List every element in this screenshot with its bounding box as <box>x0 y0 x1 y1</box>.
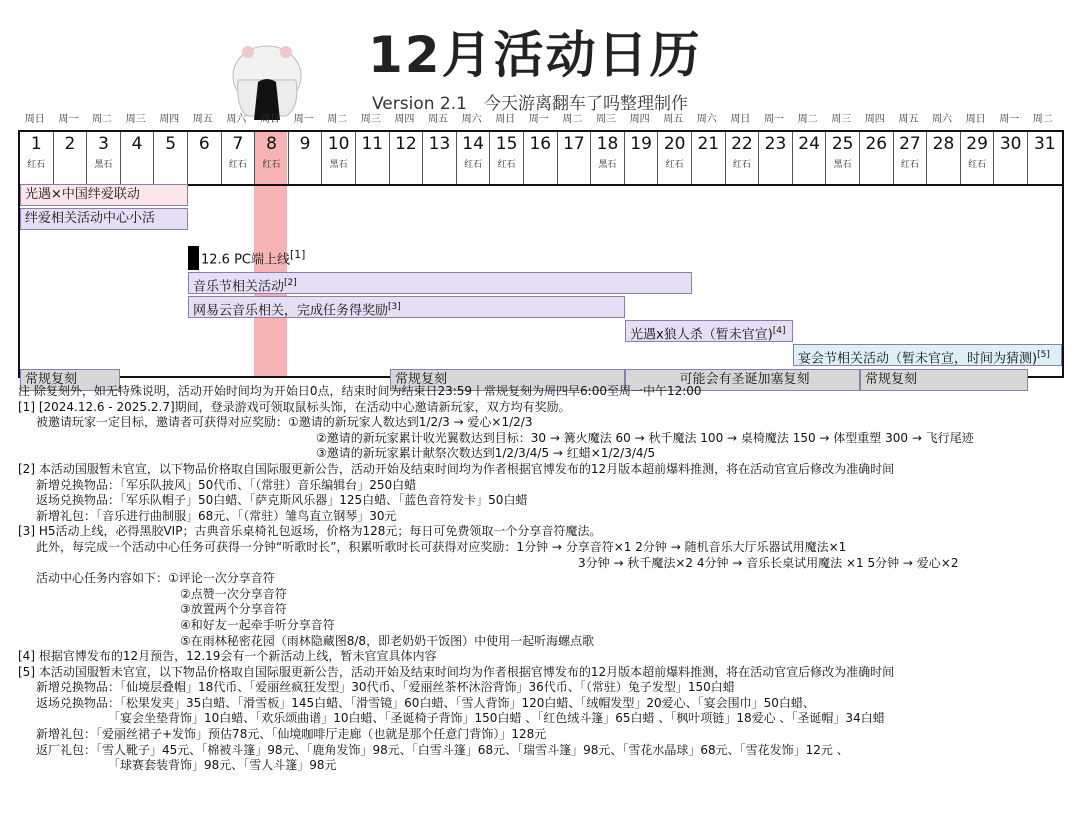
weekday-label: 周五 <box>663 114 684 125</box>
weekday-label: 周六 <box>931 114 952 125</box>
day-number: 31 <box>1033 134 1056 154</box>
day-cell <box>994 132 1028 184</box>
candle-tag: 红石 <box>900 160 919 170</box>
day-cell <box>222 132 256 184</box>
note-line: 「宴会坐垫背饰」10白蜡、「欢乐颂曲谱」10白蜡、「圣诞椅子背饰」150白蜡 、「红色绒斗篷」65白蜡 、「枫叶项链」18爱心 、「圣诞帽」34白蜡 <box>108 711 885 726</box>
weekday-label: 周六 <box>226 114 247 125</box>
day-cell <box>558 132 592 184</box>
day-cell <box>490 132 524 184</box>
day-number: 15 <box>495 134 518 154</box>
event-label: 光遇×中国绊爱联动 <box>25 187 140 202</box>
day-number: 16 <box>529 134 552 154</box>
note-line: [3] H5活动上线，必得黑胶VIP；古典音乐桌椅礼包返场，价格为128元；每日可免费领取一个分享音符魔法。 <box>18 524 602 539</box>
footnote-ref: [3] <box>388 302 401 312</box>
day-cell <box>289 132 323 184</box>
day-cell <box>188 132 222 184</box>
note-line: ④和好友一起牵手听分享音符 <box>180 617 335 632</box>
weekday-label: 周日 <box>24 114 45 125</box>
weekday-label: 周三 <box>595 114 616 125</box>
weekday-label: 周三 <box>360 114 381 125</box>
weekday-label: 周一 <box>58 114 79 125</box>
weekday-label: 周六 <box>461 114 482 125</box>
footnote-ref: [4] <box>772 326 786 336</box>
day-cell <box>860 132 894 184</box>
candle-tag: 红石 <box>228 160 247 170</box>
event-marker <box>188 246 199 270</box>
candle-tag: 红石 <box>665 160 684 170</box>
candle-tag: 红石 <box>968 160 987 170</box>
day-number: 5 <box>165 134 177 154</box>
day-cell <box>658 132 692 184</box>
weekday-label: 周二 <box>327 114 348 125</box>
note-line: [1] [2024.12.6 - 2025.2.7]期间，登录游戏可领取鼠标头饰，在活动中心邀请新玩家，双方均有奖励。 <box>18 399 571 414</box>
note-line: 3分钟 → 秋千魔法×2 4分钟 → 音乐长桌试用魔法 ×1 5分钟 → 爱心×2 <box>578 555 959 570</box>
candle-tag: 黑石 <box>833 160 852 170</box>
weekday-label: 周日 <box>730 114 751 125</box>
day-cell <box>423 132 457 184</box>
event-label: 音乐节相关活动 <box>193 279 285 295</box>
candle-tag: 红石 <box>262 160 281 170</box>
day-number: 23 <box>764 134 787 154</box>
day-cell <box>154 132 188 184</box>
weekday-label: 周二 <box>91 114 112 125</box>
day-number: 10 <box>327 134 350 154</box>
note-line: ⑤在雨林秘密花园（雨林隐藏图8/8，即老奶奶干饭图）中使用一起听海螺点歌 <box>180 633 595 648</box>
event-bar <box>188 272 692 294</box>
day-cell <box>390 132 424 184</box>
note-line: ③放置两个分享音符 <box>180 602 287 617</box>
event-label: 绊爱相关活动中心小活 <box>25 211 156 226</box>
note-line: [5] 本活动国服暂未官宣，以下物品价格取自国际服更新公告，活动开始及结束时间均为作者根据官博发布的12月版本超前爆料推测，将在活动官宣后修改为准确时间 <box>18 664 895 679</box>
note-line: 新增兑换物品：「军乐队披风」50代币、「（常驻）音乐编辑台」250白蜡 <box>36 477 417 492</box>
day-cell <box>692 132 726 184</box>
footnote-ref: [5] <box>1037 350 1050 360</box>
note-line: 返厂礼包：「雪人靴子」45元、「棉被斗篷」98元、「鹿角发饰」98元、「白雪斗篷」68元、「瑞雪斗篷」98元、「雪花水晶球」68元、「雪花发饰」12元 、 <box>36 742 849 757</box>
day-number: 9 <box>299 134 311 154</box>
days-row <box>20 132 1062 186</box>
page-subtitle: Version 2.1 今天游离翻车了吗整理制作 <box>372 94 688 114</box>
candle-tag: 黑石 <box>598 160 617 170</box>
weekday-label: 周一 <box>293 114 314 125</box>
note-line: 注 除复刻外，如无特殊说明，活动开始时间均为开始日0点，结束时间为结束日23:59丨常规复刻为周四早6:00至周一中午12:00 <box>18 384 702 398</box>
rerun-label: 常规复刻 <box>25 372 78 387</box>
day-number: 17 <box>563 134 585 154</box>
day-cell <box>356 132 390 184</box>
day-cell <box>961 132 995 184</box>
weekday-label: 周一 <box>763 114 784 125</box>
weekday-label: 周日 <box>965 114 986 125</box>
day-number: 7 <box>232 134 244 154</box>
day-number: 26 <box>865 134 888 154</box>
day-number: 20 <box>663 134 686 154</box>
day-cell <box>625 132 659 184</box>
day-cell <box>20 132 54 184</box>
weekday-label: 周二 <box>562 114 583 125</box>
event-label: 光遇x狼人杀（暂未官宣) <box>630 327 773 343</box>
calendar-box <box>18 130 1064 387</box>
weekday-label: 周五 <box>898 114 919 125</box>
weekday-label: 周一 <box>528 114 549 125</box>
event-bar <box>625 320 793 342</box>
day-number: 19 <box>630 134 652 154</box>
footnote-ref: [2] <box>284 278 297 288</box>
event-label-pc-launch <box>201 248 305 267</box>
weekday-label: 周二 <box>797 114 818 125</box>
day-cell <box>726 132 760 184</box>
weekday-label: 周日 <box>495 114 516 125</box>
day-cell <box>793 132 827 184</box>
footnote-ref: [1] <box>290 248 306 261</box>
candle-tag: 红石 <box>27 160 46 170</box>
day-number: 1 <box>30 134 42 154</box>
day-cell <box>322 132 356 184</box>
note-line: [2] 本活动国服暂未官宣，以下物品价格取自国际服更新公告，活动开始及结束时间均为作者根据官博发布的12月版本超前爆料推测，将在活动官宣后修改为准确时间 <box>18 461 895 476</box>
weekday-label: 周四 <box>864 114 885 125</box>
weekday-label: 周三 <box>831 114 852 125</box>
day-number: 28 <box>932 134 955 154</box>
day-number: 22 <box>731 134 753 154</box>
day-cell <box>759 132 793 184</box>
rerun-label: 可能会有圣诞加塞复刻 <box>679 372 810 387</box>
weekday-label: 周四 <box>394 114 415 125</box>
candle-tag: 红石 <box>497 160 516 170</box>
day-number: 18 <box>596 134 619 154</box>
weekday-label: 周四 <box>629 114 650 125</box>
note-line: 此外，每完成一个活动中心任务可获得一分钟“听歌时长”，积累听歌时长可获得对应奖励：1分钟 → 分享音符×1 2分钟 → 随机音乐大厅乐器试用魔法×1 <box>36 539 847 554</box>
note-line: ②邀请的新玩家累计收光翼数达到目标：30 → 篝火魔法 60 → 秋千魔法 100 → 桌椅魔法 150 → 体型重塑 300 → 飞行尾迹 <box>316 430 974 445</box>
note-line: 被邀请玩家一定目标，邀请者可获得对应奖励：①邀请的新玩家人数达到1/2/3 → 爱心×1/2/3 <box>36 415 533 430</box>
day-number: 27 <box>899 134 921 154</box>
event-bar <box>20 208 188 230</box>
day-number: 25 <box>831 134 854 154</box>
weekday-label: 周三 <box>125 114 146 125</box>
note-line: ③邀请的新玩家累计献祭次数达到1/2/3/4/5 → 红蜡×1/2/3/4/5 <box>316 446 656 461</box>
notes-section <box>18 384 1068 774</box>
weekday-label: 周五 <box>192 114 213 125</box>
event-label: 12.6 PC端上线 <box>201 252 290 268</box>
candle-tag: 黑石 <box>329 160 348 170</box>
event-label: 宴会节相关活动（暂未官宣，时间为猜测) <box>798 351 1038 367</box>
day-number: 14 <box>462 134 484 154</box>
day-cell <box>927 132 961 184</box>
day-number: 6 <box>198 134 210 154</box>
event-bar <box>20 184 188 206</box>
day-number: 24 <box>798 134 820 154</box>
day-number: 2 <box>64 134 76 154</box>
day-number: 3 <box>98 134 109 154</box>
day-cell <box>524 132 558 184</box>
note-line: 新增礼包：「爱丽丝裙子+发饰」预估78元、「仙境咖啡厅走廊（也就是那个任意门背饰）」128元 <box>36 727 547 742</box>
day-cell <box>591 132 625 184</box>
day-cell <box>1028 132 1062 184</box>
weekday-label: 周一 <box>999 114 1020 125</box>
day-cell <box>54 132 88 184</box>
day-number: 8 <box>266 134 277 154</box>
note-line: 新增兑换物品：「仙境层叠帽」18代币、「爱丽丝疯狂发型」30代币、「爱丽丝茶杯沐浴背饰」36代币、「（常驻）兔子发型」150白蜡 <box>36 680 735 695</box>
day-number: 4 <box>131 134 143 154</box>
day-cell <box>457 132 491 184</box>
note-line: 返场兑换物品：「松果发夹」35白蜡、「滑雪板」145白蜡、「滑雪镜」60白蜡、「雪人背饰」120白蜡、「绒帽发型」20爱心、「宴会围巾」50白蜡、 <box>36 695 815 710</box>
note-line: [4] 根据官博发布的12月预告，12.19会有一个新活动上线，暂未官宣具体内容 <box>18 649 437 664</box>
candle-tag: 红石 <box>732 160 751 170</box>
mascot-illustration <box>228 40 306 120</box>
day-cell <box>826 132 860 184</box>
weekday-label: 周四 <box>159 114 180 125</box>
day-cell <box>121 132 155 184</box>
page-title: 12月活动日历 <box>368 26 702 84</box>
note-line: 「球赛套装背饰」98元、「雪人斗篷」98元 <box>108 758 337 773</box>
day-number: 12 <box>395 134 417 154</box>
day-number: 11 <box>361 134 384 154</box>
weekday-label: 周五 <box>427 114 448 125</box>
rerun-label: 常规复刻 <box>865 372 918 387</box>
weekday-label: 周二 <box>1032 114 1053 125</box>
note-line: 返场兑换物品：「军乐队帽子」50白蜡、「萨克斯风乐器」125白蜡、「蓝色音符发卡」50白蜡 <box>36 493 528 508</box>
candle-tag: 红石 <box>464 160 483 170</box>
weekday-label: 周日 <box>259 114 280 125</box>
note-line: ②点赞一次分享音符 <box>180 586 287 601</box>
note-line: 活动中心任务内容如下：①评论一次分享音符 <box>36 571 275 586</box>
calendar-grid <box>18 110 1062 387</box>
event-bar <box>188 296 625 318</box>
event-bar <box>793 344 1062 366</box>
day-cell <box>255 132 289 184</box>
day-number: 21 <box>697 134 720 154</box>
weekday-label: 周六 <box>696 114 717 125</box>
candle-tag: 黑石 <box>94 160 113 170</box>
rerun-label: 常规复刻 <box>395 372 448 387</box>
day-number: 30 <box>999 134 1022 154</box>
note-line: 新增礼包：「音乐进行曲制服」68元、「（常驻）雏鸟直立钢琴」30元 <box>36 508 397 523</box>
day-number: 13 <box>428 134 451 154</box>
day-cell <box>87 132 121 184</box>
day-number: 29 <box>966 134 988 154</box>
day-cell <box>894 132 928 184</box>
event-label: 网易云音乐相关，完成任务得奖励 <box>193 303 389 319</box>
